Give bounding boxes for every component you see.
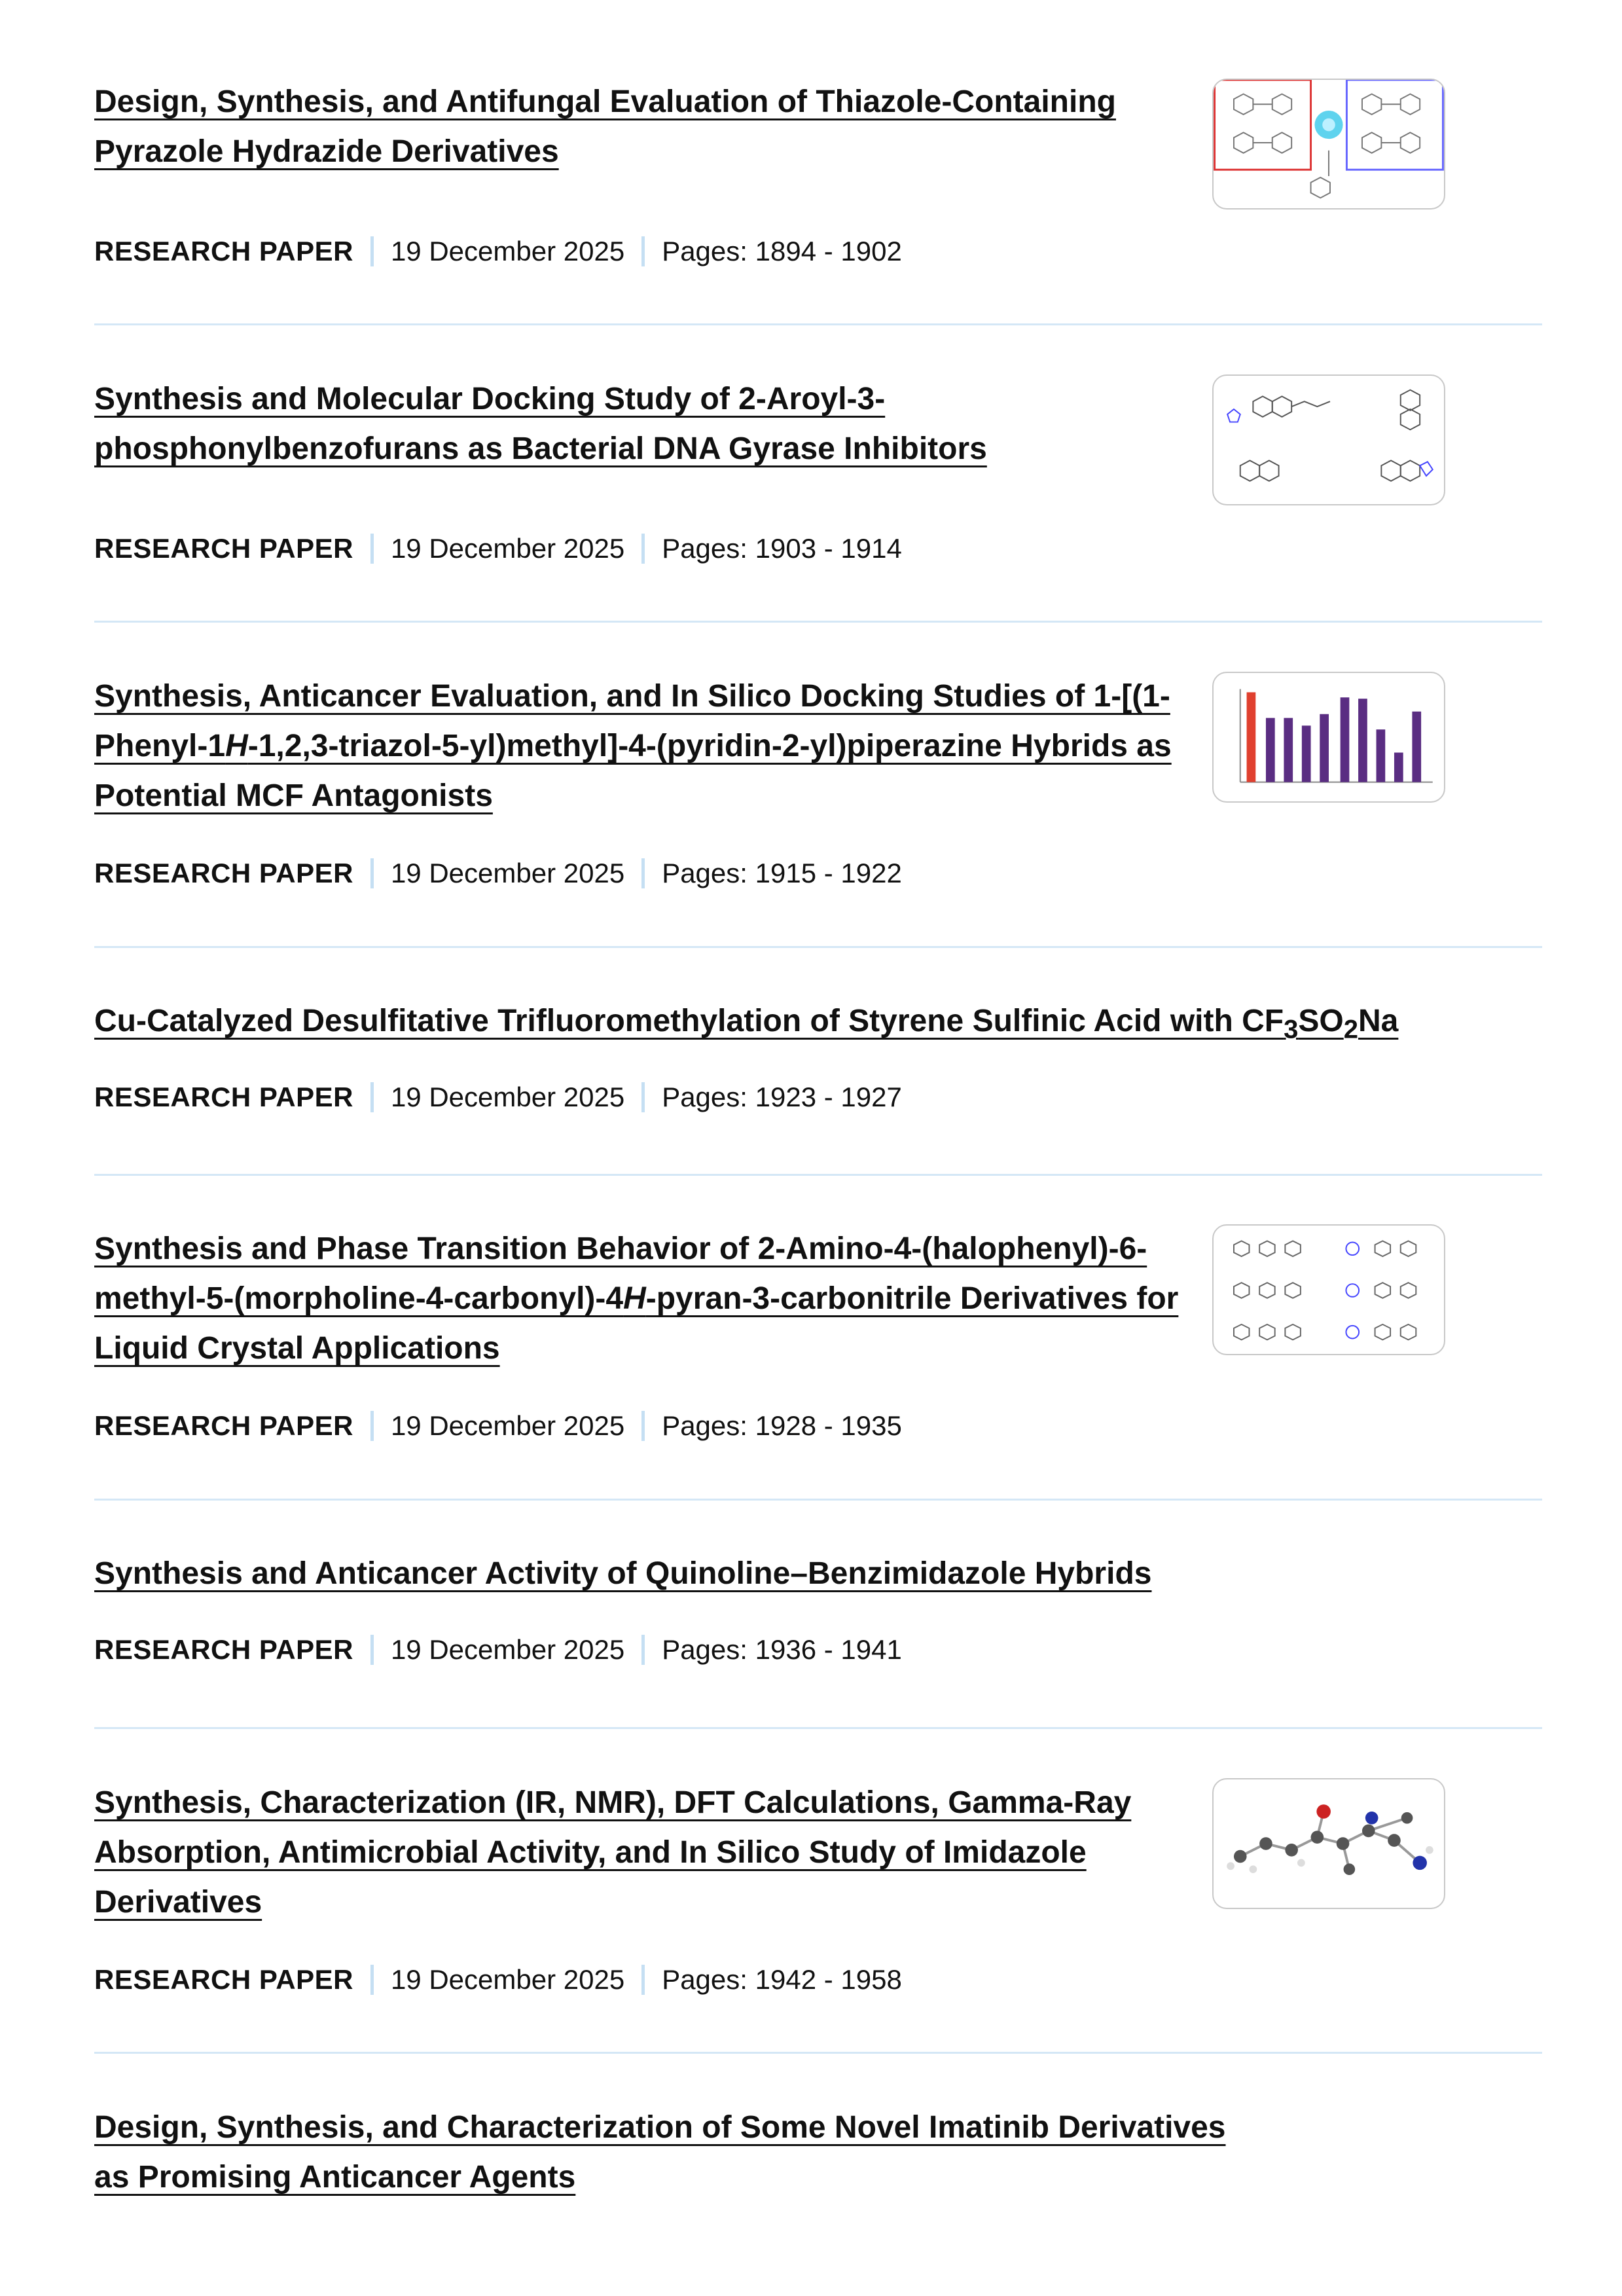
meta-separator: [370, 534, 374, 564]
structures-grid-thumbnail[interactable]: [1212, 1224, 1445, 1355]
article-type: RESEARCH PAPER: [94, 858, 353, 888]
article-pages: Pages: 1915 - 1922: [662, 858, 902, 888]
article-divider: [94, 2052, 1542, 2054]
meta-separator: [370, 1965, 374, 1995]
article-date: 19 December 2025: [390, 1634, 625, 1665]
article-title-link[interactable]: Cu-Catalyzed Desulfitative Trifluoromethylation of Styrene Sulfinic Acid with $CF_3SO_2Na$: [94, 1004, 1399, 1044]
article-title: [94, 672, 1246, 821]
article-type: RESEARCH PAPER: [94, 1964, 353, 1995]
article-divider: [94, 1174, 1542, 1176]
article-title-link[interactable]: Design, Synthesis, and Antifungal Evaluation of Thiazole-Containing Pyrazole Hydrazide Derivatives: [94, 84, 1116, 169]
article-type: RESEARCH PAPER: [94, 1410, 353, 1441]
article-title: [94, 77, 1246, 177]
meta-separator: [641, 1411, 645, 1441]
structures-grid-icon: [1214, 1226, 1444, 1354]
article-title: [94, 1549, 1542, 1599]
article-pages: Pages: 1923 - 1927: [662, 1082, 902, 1112]
molecule-diagram-thumbnail[interactable]: [1212, 374, 1445, 505]
meta-separator: [370, 1411, 374, 1441]
article-meta: [94, 1631, 902, 1668]
article-title: [94, 996, 1542, 1055]
article-title-link[interactable]: Synthesis, Characterization (IR, NMR), DFT Calculations, Gamma-Ray Absorption, Antimicrobial Activity, and In Silico Study of Imidazole Derivatives: [94, 1785, 1132, 1920]
article-divider: [94, 323, 1542, 325]
article-pages: Pages: 1936 - 1941: [662, 1634, 902, 1665]
article-date: 19 December 2025: [390, 1082, 625, 1112]
article-title-link[interactable]: Synthesis and Anticancer Activity of Quinoline–Benzimidazole Hybrids: [94, 1556, 1152, 1591]
meta-separator: [641, 1965, 645, 1995]
meta-separator: [370, 858, 374, 888]
article-meta: [94, 233, 902, 270]
article-title-link[interactable]: Synthesis, Anticancer Evaluation, and In Silico Docking Studies of 1-[(1-Phenyl-1H-1,2,3-triazol-5-yl)methyl]-4-(pyridin-2-yl)piperazine Hybrids as Potential MCF Antagonists: [94, 679, 1172, 813]
meta-separator: [641, 858, 645, 888]
article-divider: [94, 946, 1542, 948]
article-date: 19 December 2025: [390, 533, 625, 564]
molecule-diagram-icon: [1214, 376, 1444, 504]
article-type: RESEARCH PAPER: [94, 1634, 353, 1665]
article-title: [94, 1224, 1246, 1374]
chemical-structure-icon: [1214, 80, 1444, 208]
article-meta: [94, 1408, 902, 1444]
article-date: 19 December 2025: [390, 1410, 625, 1441]
article-divider: [94, 1499, 1542, 1501]
article-type: RESEARCH PAPER: [94, 1082, 353, 1112]
meta-separator: [641, 1082, 645, 1112]
meta-separator: [641, 236, 645, 266]
article-date: 19 December 2025: [390, 858, 625, 888]
article-title-link[interactable]: Design, Synthesis, and Characterization of Some Novel Imatinib Derivatives as Promising Anticancer Agents: [94, 2110, 1226, 2195]
meta-separator: [370, 1082, 374, 1112]
article-pages: Pages: 1903 - 1914: [662, 533, 902, 564]
article-date: 19 December 2025: [390, 236, 625, 266]
article-meta: [94, 530, 902, 567]
article-divider: [94, 1727, 1542, 1729]
article-divider: [94, 621, 1542, 623]
meta-separator: [641, 534, 645, 564]
chemical-structure-thumbnail[interactable]: [1212, 79, 1445, 210]
article-pages: Pages: 1928 - 1935: [662, 1410, 902, 1441]
bar-chart-icon: [1214, 673, 1444, 801]
article-title: [94, 2103, 1246, 2202]
article-pages: Pages: 1894 - 1902: [662, 236, 902, 266]
article-type: RESEARCH PAPER: [94, 533, 353, 564]
article-title-link[interactable]: Synthesis and Phase Transition Behavior of 2-Amino-4-(halophenyl)-6-methyl-5-(morpholine-4-carbonyl)-4H-pyran-3-carbonitrile Derivatives for Liquid Crystal Applications: [94, 1231, 1179, 1366]
article-type: RESEARCH PAPER: [94, 236, 353, 266]
article-title: [94, 374, 1246, 474]
ball-and-stick-molecule-thumbnail[interactable]: [1212, 1778, 1445, 1909]
article-meta: [94, 1079, 902, 1116]
ball-and-stick-molecule-icon: [1214, 1779, 1444, 1908]
meta-separator: [370, 1635, 374, 1665]
article-pages: Pages: 1942 - 1958: [662, 1964, 902, 1995]
article-title-link[interactable]: Synthesis and Molecular Docking Study of 2-Aroyl-3-phosphonylbenzofurans as Bacterial DNA Gyrase Inhibitors: [94, 382, 987, 466]
article-meta: [94, 855, 902, 892]
bar-chart-thumbnail[interactable]: [1212, 672, 1445, 803]
article-date: 19 December 2025: [390, 1964, 625, 1995]
article-title: [94, 1778, 1246, 1927]
meta-separator: [370, 236, 374, 266]
meta-separator: [641, 1635, 645, 1665]
article-meta: [94, 1961, 902, 1998]
